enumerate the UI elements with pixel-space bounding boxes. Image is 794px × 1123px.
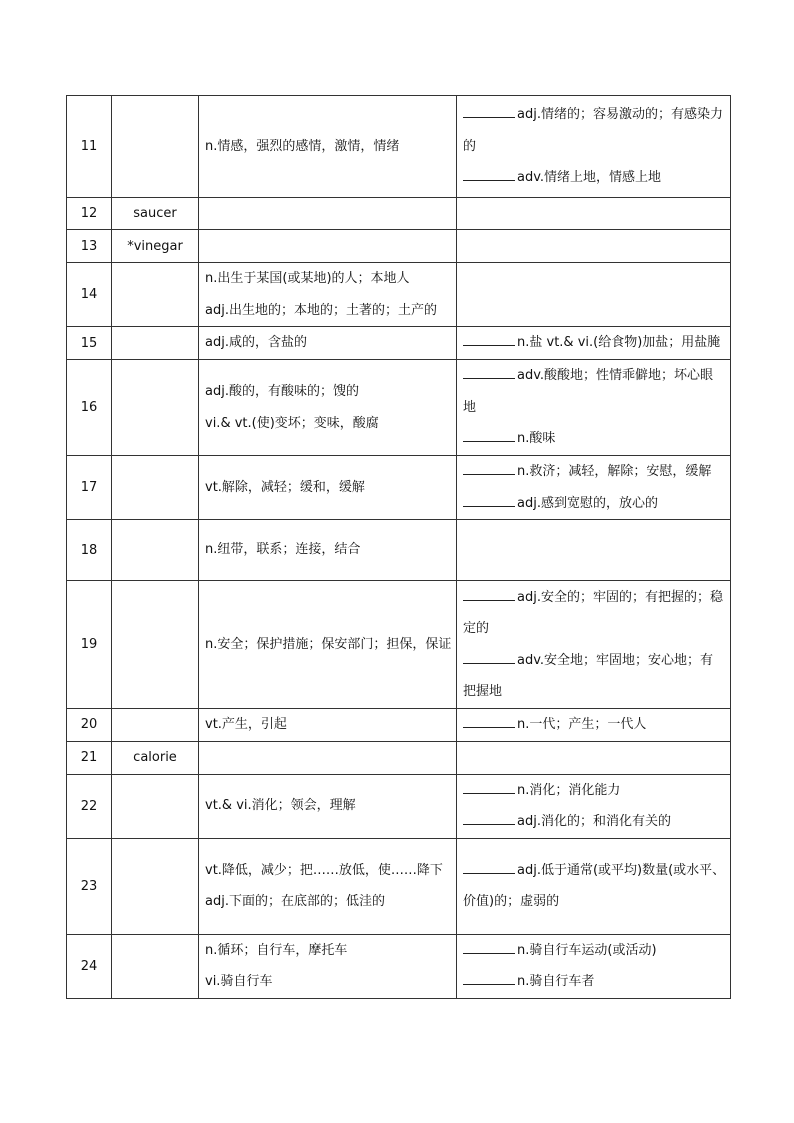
fill-in-blank[interactable]: [463, 651, 515, 664]
derived-cell: [457, 741, 731, 774]
derived-definition: adv.酸酸地；性情乖僻地；坏心眼地: [463, 368, 714, 415]
derived-definition: n.盐 vt.& vi.(给食物)加盐；用盐腌: [517, 335, 721, 351]
row-number: 15: [67, 327, 112, 360]
meaning-cell: [199, 520, 457, 581]
row-number: 24: [67, 934, 112, 998]
fill-in-blank[interactable]: [463, 715, 515, 728]
derived-cell: [457, 838, 731, 934]
table-row: [67, 263, 731, 327]
derived-definition: n.救济；减轻，解除；安慰，缓解: [517, 464, 712, 479]
meaning-cell: [199, 934, 457, 998]
word-cell: calorie: [112, 741, 199, 774]
meaning-cell: [199, 327, 457, 360]
word-cell: [112, 774, 199, 838]
derived-cell: [457, 198, 731, 230]
derived-definition: n.骑自行车运动(或活动): [517, 942, 657, 958]
derived-definition: n.一代；产生；一代人: [517, 717, 647, 732]
row-number: 19: [67, 581, 112, 709]
fill-in-blank[interactable]: [463, 168, 515, 181]
fill-in-blank[interactable]: [463, 494, 515, 507]
fill-in-blank[interactable]: [463, 105, 515, 118]
derived-cell: [457, 96, 731, 198]
derived-line: [463, 855, 726, 918]
meaning-cell: [199, 838, 457, 934]
fill-in-blank[interactable]: [463, 781, 515, 794]
derived-cell: [457, 581, 731, 709]
row-number: 14: [67, 263, 112, 327]
row-number: 21: [67, 741, 112, 774]
derived-line: [463, 162, 726, 194]
word-cell: [112, 96, 199, 198]
meaning-line: n.安全；保护措施；保安部门；担保，保证: [205, 636, 452, 652]
derived-definition: adj.安全的；牢固的；有把握的；稳定的: [463, 589, 723, 636]
word-cell: *vinegar: [112, 230, 199, 263]
word-cell: [112, 838, 199, 934]
meaning-line: vt.产生，引起: [205, 717, 287, 732]
derived-definition: adj.感到宽慰的，放心的: [517, 495, 658, 511]
word-cell: [112, 934, 199, 998]
word-cell: [112, 709, 199, 742]
table-row: [67, 456, 731, 520]
table-row: [67, 581, 731, 709]
table-row: [67, 774, 731, 838]
derived-definition: n.骑自行车者: [517, 974, 595, 989]
row-number: 18: [67, 520, 112, 581]
word-cell: [112, 327, 199, 360]
row-number: 13: [67, 230, 112, 263]
meaning-line: adj.酸的，有酸味的；馊的: [205, 384, 359, 399]
fill-in-blank[interactable]: [463, 861, 515, 874]
table-row: [67, 838, 731, 934]
derived-definition: n.消化；消化能力: [517, 782, 621, 798]
row-number: 17: [67, 456, 112, 520]
meaning-cell: [199, 774, 457, 838]
derived-cell: [457, 520, 731, 581]
row-number: 22: [67, 774, 112, 838]
meaning-cell: [199, 741, 457, 774]
meaning-line: adj.出生地的；本地的；土著的；土产的: [205, 302, 437, 318]
derived-definition: adv.安全地；牢固地；安心地；有把握地: [463, 652, 714, 699]
derived-line: [463, 582, 726, 645]
derived-cell: [457, 456, 731, 520]
table-row: [67, 327, 731, 360]
meaning-line: n.出生于某国(或某地)的人；本地人: [205, 271, 410, 286]
word-cell: [112, 581, 199, 709]
word-cell: [112, 520, 199, 581]
meaning-cell: [199, 456, 457, 520]
derived-cell: [457, 774, 731, 838]
fill-in-blank[interactable]: [463, 366, 515, 379]
table-row: [67, 230, 731, 263]
word-cell: saucer: [112, 198, 199, 230]
meaning-line: n.情感，强烈的感情，激情，情绪: [205, 138, 400, 154]
derived-definition: adj.低于通常(或平均)数量(或水平、价值)的；虚弱的: [463, 862, 726, 909]
meaning-cell: [199, 230, 457, 263]
meaning-line: vi.& vt.(使)变坏；变味，酸腐: [205, 415, 379, 431]
derived-cell: [457, 327, 731, 360]
derived-definition: adv.情绪上地，情感上地: [517, 170, 662, 186]
fill-in-blank[interactable]: [463, 972, 515, 985]
table-row: [67, 520, 731, 581]
derived-line: [463, 935, 726, 967]
derived-cell: [457, 934, 731, 998]
derived-line: [463, 645, 726, 708]
meaning-line: vt.解除，减轻；缓和，缓解: [205, 479, 365, 495]
meaning-cell: [199, 360, 457, 456]
vocabulary-table-body: [67, 96, 731, 999]
meaning-line: adj.下面的；在底部的；低洼的: [205, 894, 385, 909]
derived-line: [463, 99, 726, 162]
derived-line: [463, 423, 726, 455]
fill-in-blank[interactable]: [463, 333, 515, 346]
derived-cell: [457, 230, 731, 263]
table-row: [67, 741, 731, 774]
meaning-line: n.循环；自行车，摩托车: [205, 942, 348, 958]
derived-cell: [457, 263, 731, 327]
table-row: [67, 709, 731, 742]
row-number: 16: [67, 360, 112, 456]
derived-definition: adj.消化的；和消化有关的: [517, 814, 671, 829]
derived-line: [463, 488, 726, 520]
derived-line: [463, 456, 726, 488]
vocabulary-table: [66, 95, 731, 999]
derived-line: [463, 327, 726, 359]
row-number: 20: [67, 709, 112, 742]
derived-line: [463, 806, 726, 838]
fill-in-blank[interactable]: [463, 429, 515, 442]
derived-line: [463, 775, 726, 807]
meaning-cell: [199, 96, 457, 198]
row-number: 12: [67, 198, 112, 230]
derived-line: [463, 966, 726, 998]
meaning-cell: [199, 263, 457, 327]
table-row: [67, 96, 731, 198]
meaning-line: vi.骑自行车: [205, 974, 273, 989]
derived-cell: [457, 360, 731, 456]
word-cell: [112, 360, 199, 456]
derived-definition: adj.情绪的；容易激动的；有感染力的: [463, 107, 723, 154]
meaning-cell: [199, 709, 457, 742]
table-row: [67, 198, 731, 230]
meaning-line: vt.& vi.消化；领会，理解: [205, 798, 356, 814]
meaning-line: adj.咸的，含盐的: [205, 335, 307, 351]
table-row: [67, 934, 731, 998]
meaning-cell: [199, 198, 457, 230]
row-number: 23: [67, 838, 112, 934]
derived-line: [463, 709, 726, 741]
table-row: [67, 360, 731, 456]
fill-in-blank[interactable]: [463, 588, 515, 601]
word-cell: [112, 263, 199, 327]
word-cell: [112, 456, 199, 520]
meaning-cell: [199, 581, 457, 709]
derived-cell: [457, 709, 731, 742]
fill-in-blank[interactable]: [463, 462, 515, 475]
meaning-line: n.纽带，联系；连接，结合: [205, 542, 361, 558]
meaning-line: vt.降低，减少；把……放低，使……降下: [205, 862, 443, 878]
derived-line: [463, 360, 726, 423]
derived-definition: n.酸味: [517, 431, 556, 447]
row-number: 11: [67, 96, 112, 198]
fill-in-blank[interactable]: [463, 812, 515, 825]
fill-in-blank[interactable]: [463, 941, 515, 954]
